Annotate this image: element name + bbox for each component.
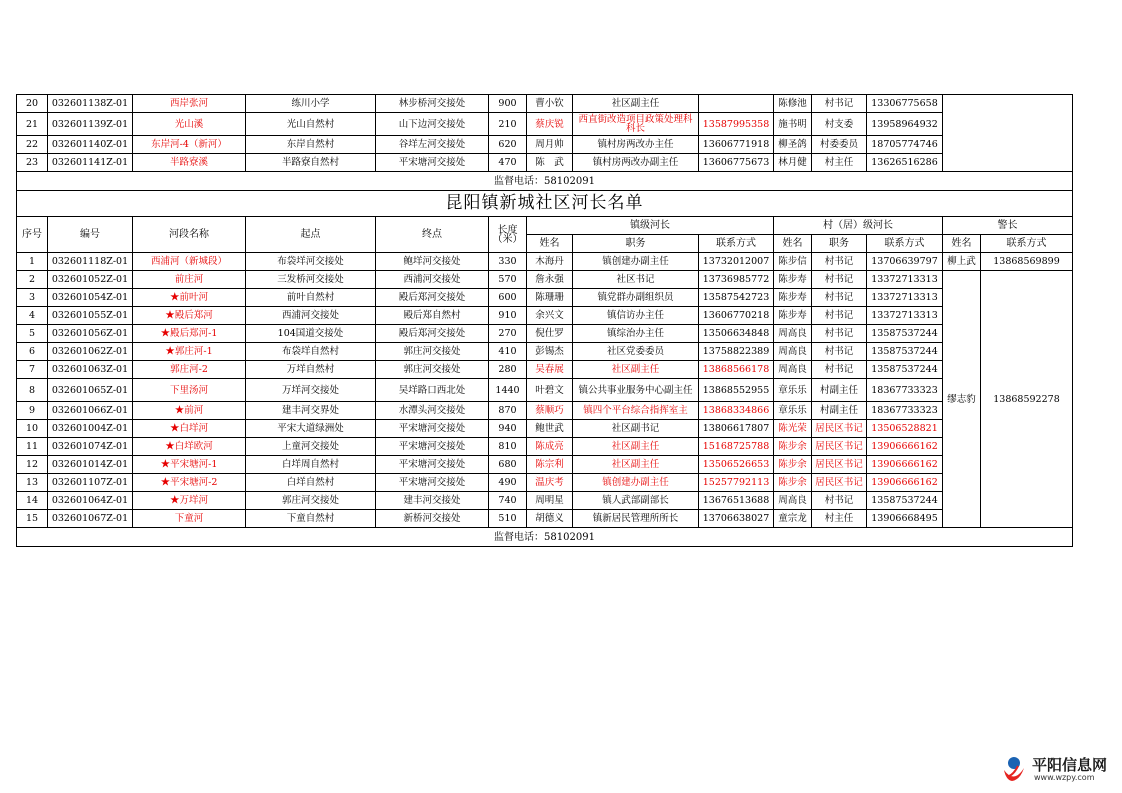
- table-row: [17, 438, 1073, 456]
- row-start: 平宋大道绿洲处: [246, 420, 376, 438]
- row-village-name: 陈步余: [774, 438, 812, 456]
- logo-url: www.wzpy.com: [1034, 773, 1095, 782]
- row-town-name: 蔡庆锐: [527, 113, 573, 136]
- row-river-name: ★平宋塘河-2: [133, 474, 246, 492]
- row-code: 032601056Z-01: [48, 325, 133, 343]
- row-code: 032601065Z-01: [48, 379, 133, 402]
- row-village-phone: 13706639797: [867, 253, 943, 271]
- row-town-name: 鲍世武: [527, 420, 573, 438]
- row-end: 西浦河交接处: [376, 271, 489, 289]
- table-row: [17, 492, 1073, 510]
- row-village-phone: 13906668495: [867, 510, 943, 528]
- row-end: 郭庄河交接处: [376, 343, 489, 361]
- row-start: 练川小学: [246, 95, 376, 113]
- header-police-phone: 联系方式: [981, 235, 1073, 253]
- row-town-job: 镇信访办主任: [573, 307, 699, 325]
- row-river-name: ★郭庄河-1: [133, 343, 246, 361]
- section-header: [17, 172, 1073, 253]
- row-length: 1440: [489, 379, 527, 402]
- row-river-name: 东岸河-4（新河）: [133, 136, 246, 154]
- row-start: 建丰河交界处: [246, 402, 376, 420]
- row-town-name: 陈宗利: [527, 456, 573, 474]
- row-village-name: 章乐乐: [774, 402, 812, 420]
- row-village-job: 村主任: [812, 154, 867, 172]
- row-village-job: 居民区书记: [812, 420, 867, 438]
- row-river-name: ★平宋塘河-1: [133, 456, 246, 474]
- row-town-name: 蔡顺巧: [527, 402, 573, 420]
- header-village-phone: 联系方式: [867, 235, 943, 253]
- row-town-phone: 13606770218: [699, 307, 774, 325]
- row-village-job: 居民区书记: [812, 456, 867, 474]
- header-town-name: 姓名: [527, 235, 573, 253]
- row-code: 032601118Z-01: [48, 253, 133, 271]
- row-code: 032601055Z-01: [48, 307, 133, 325]
- row-end: 吴垟路口西北处: [376, 379, 489, 402]
- row-code: 032601141Z-01: [48, 154, 133, 172]
- row-town-job: 镇公共事业服务中心副主任: [573, 379, 699, 402]
- row-town-name: 倪仕罗: [527, 325, 573, 343]
- row-town-phone: 13676513688: [699, 492, 774, 510]
- row-end: 平宋塘河交接处: [376, 420, 489, 438]
- row-no: 12: [17, 456, 48, 474]
- row-town-name: 周月帅: [527, 136, 573, 154]
- row-length: 470: [489, 154, 527, 172]
- row-no: 13: [17, 474, 48, 492]
- row-end: 平宋塘河交接处: [376, 154, 489, 172]
- row-village-job: 村书记: [812, 343, 867, 361]
- row-start: 前叶自然村: [246, 289, 376, 307]
- police-phone: 13868569899: [981, 253, 1073, 271]
- row-village-phone: 13587537244: [867, 325, 943, 343]
- row-code: 032601139Z-01: [48, 113, 133, 136]
- row-length: 600: [489, 289, 527, 307]
- row-no: 3: [17, 289, 48, 307]
- row-start: 下童自然村: [246, 510, 376, 528]
- header-town-job: 职务: [573, 235, 699, 253]
- row-start: 上童河交接处: [246, 438, 376, 456]
- header-police-name: 姓名: [943, 235, 981, 253]
- row-end: 平宋塘河交接处: [376, 438, 489, 456]
- row-river-name: ★白垟欧河: [133, 438, 246, 456]
- row-town-phone: 13868334866: [699, 402, 774, 420]
- row-town-job: 社区副书记: [573, 420, 699, 438]
- header-village-job: 职务: [812, 235, 867, 253]
- table-row: [17, 307, 1073, 325]
- row-village-name: 陈修池: [774, 95, 812, 113]
- row-village-name: 林月健: [774, 154, 812, 172]
- row-town-phone: 13706638027: [699, 510, 774, 528]
- river-chief-sheet: [16, 94, 1072, 547]
- row-town-name: 陈珊珊: [527, 289, 573, 307]
- row-code: 032601066Z-01: [48, 402, 133, 420]
- row-town-name: 木海丹: [527, 253, 573, 271]
- row-length: 910: [489, 307, 527, 325]
- row-river-name: ★殿后郑河-1: [133, 325, 246, 343]
- row-length: 410: [489, 343, 527, 361]
- row-town-job: 镇新居民管理所所长: [573, 510, 699, 528]
- table-row: [17, 343, 1073, 361]
- header-town-phone: 联系方式: [699, 235, 774, 253]
- row-start: 郭庄河交接处: [246, 492, 376, 510]
- row-village-name: 柳圣鸽: [774, 136, 812, 154]
- row-code: 032601064Z-01: [48, 492, 133, 510]
- row-village-phone: 18367733323: [867, 379, 943, 402]
- row-town-name: 周明星: [527, 492, 573, 510]
- header-code: 编号: [48, 217, 133, 253]
- row-no: 1: [17, 253, 48, 271]
- header-police-chief: 警长: [943, 217, 1073, 235]
- row-town-phone: [699, 95, 774, 113]
- row-town-job: 社区书记: [573, 271, 699, 289]
- supervision-phone-2: 监督电话：58102091: [17, 528, 1073, 547]
- logo-mark-icon: [1000, 754, 1028, 784]
- row-town-job: 镇创建办副主任: [573, 474, 699, 492]
- row-river-name: ★白垟河: [133, 420, 246, 438]
- row-town-phone: 13736985772: [699, 271, 774, 289]
- row-town-name: 陈成亮: [527, 438, 573, 456]
- row-village-name: 章乐乐: [774, 379, 812, 402]
- row-town-job: 镇四个平台综合指挥室主: [573, 402, 699, 420]
- row-village-job: 村书记: [812, 492, 867, 510]
- row-village-name: 童宗龙: [774, 510, 812, 528]
- police-name: 柳上武: [943, 253, 981, 271]
- row-village-name: 周高良: [774, 492, 812, 510]
- row-no: 22: [17, 136, 48, 154]
- row-town-job: 社区党委委员: [573, 343, 699, 361]
- row-town-phone: 15257792113: [699, 474, 774, 492]
- row-town-name: 曹小钦: [527, 95, 573, 113]
- row-town-job: 镇党群办副组织员: [573, 289, 699, 307]
- row-town-phone: 13806617807: [699, 420, 774, 438]
- row-no: 5: [17, 325, 48, 343]
- row-river-name: 前庄河: [133, 271, 246, 289]
- row-village-name: 陈光荣: [774, 420, 812, 438]
- row-code: 032601067Z-01: [48, 510, 133, 528]
- row-town-name: 温庆考: [527, 474, 573, 492]
- row-town-name: 叶碧文: [527, 379, 573, 402]
- row-river-name: 西岸张河: [133, 95, 246, 113]
- header-length: 长度（米）: [489, 217, 527, 253]
- row-river-name: ★万垟河: [133, 492, 246, 510]
- row-police-blank: [943, 95, 1073, 172]
- table-row: [17, 379, 1073, 402]
- row-code: 032601052Z-01: [48, 271, 133, 289]
- row-village-name: 陈步信: [774, 253, 812, 271]
- table-row: [17, 402, 1073, 420]
- row-start: 光山自然村: [246, 113, 376, 136]
- row-river-name: ★前河: [133, 402, 246, 420]
- supervision-phone: 监督电话：58102091: [17, 172, 1073, 191]
- row-end: 殿后郑河交接处: [376, 289, 489, 307]
- row-town-phone: 13868552955: [699, 379, 774, 402]
- table-row: [17, 474, 1073, 492]
- row-village-name: 周高良: [774, 325, 812, 343]
- row-town-phone: 13587542723: [699, 289, 774, 307]
- header-village-name: 姓名: [774, 235, 812, 253]
- row-village-job: 村支委: [812, 113, 867, 136]
- row-no: 2: [17, 271, 48, 289]
- row-river-name: ★殿后郑河: [133, 307, 246, 325]
- row-no: 8: [17, 379, 48, 402]
- site-logo[interactable]: [1000, 754, 1120, 786]
- row-town-job: 社区副主任: [573, 361, 699, 379]
- row-end: 郭庄河交接处: [376, 361, 489, 379]
- row-town-phone: 13758822389: [699, 343, 774, 361]
- row-length: 810: [489, 438, 527, 456]
- row-code: 032601107Z-01: [48, 474, 133, 492]
- row-no: 10: [17, 420, 48, 438]
- row-village-phone: 13906666162: [867, 456, 943, 474]
- table-row: [17, 113, 1073, 136]
- row-village-job: 居民区书记: [812, 438, 867, 456]
- row-start: 三发桥河交接处: [246, 271, 376, 289]
- row-village-job: 村书记: [812, 307, 867, 325]
- row-river-name: 光山溪: [133, 113, 246, 136]
- row-town-name: 胡德义: [527, 510, 573, 528]
- row-town-phone: 13587995358: [699, 113, 774, 136]
- table-row: [17, 510, 1073, 528]
- row-village-phone: 13372713313: [867, 307, 943, 325]
- row-no: 14: [17, 492, 48, 510]
- section-title: 昆阳镇新城社区河长名单: [17, 191, 1073, 217]
- logo-text: 平阳信息网: [1032, 756, 1108, 774]
- table-row: [17, 253, 1073, 271]
- row-village-job: 村委委员: [812, 136, 867, 154]
- row-town-job: 社区副主任: [573, 438, 699, 456]
- row-village-job: 村书记: [812, 253, 867, 271]
- row-start: 万垟自然村: [246, 361, 376, 379]
- row-village-job: 村书记: [812, 271, 867, 289]
- row-river-name: 西浦河（新城段）: [133, 253, 246, 271]
- table-row: [17, 154, 1073, 172]
- row-length: 940: [489, 420, 527, 438]
- row-no: 7: [17, 361, 48, 379]
- row-village-phone: 13506528821: [867, 420, 943, 438]
- police-phone: 13868592278: [981, 271, 1073, 528]
- row-town-name: 彭锡杰: [527, 343, 573, 361]
- row-code: 032601074Z-01: [48, 438, 133, 456]
- row-town-phone: 13506526653: [699, 456, 774, 474]
- table-row: [17, 361, 1073, 379]
- row-village-job: 村书记: [812, 95, 867, 113]
- row-length: 570: [489, 271, 527, 289]
- row-village-phone: 13906666162: [867, 438, 943, 456]
- row-start: 西浦河交接处: [246, 307, 376, 325]
- header-start: 起点: [246, 217, 376, 253]
- row-village-name: 施书明: [774, 113, 812, 136]
- row-start: 白垟周自然村: [246, 456, 376, 474]
- row-town-phone: 13606775673: [699, 154, 774, 172]
- row-village-phone: 13906666162: [867, 474, 943, 492]
- row-town-phone: 13606771918: [699, 136, 774, 154]
- row-town-job: 镇村房两改办主任: [573, 136, 699, 154]
- row-village-phone: 13587537244: [867, 492, 943, 510]
- row-village-name: 陈步寿: [774, 289, 812, 307]
- row-end: 殿后郑自然村: [376, 307, 489, 325]
- row-start: 布袋垟自然村: [246, 343, 376, 361]
- row-code: 032601140Z-01: [48, 136, 133, 154]
- row-start: 东岸自然村: [246, 136, 376, 154]
- row-river-name: ★前叶河: [133, 289, 246, 307]
- row-village-job: 村副主任: [812, 402, 867, 420]
- row-end: 平宋塘河交接处: [376, 474, 489, 492]
- row-town-name: 吴春展: [527, 361, 573, 379]
- row-village-job: 村书记: [812, 325, 867, 343]
- header-end: 终点: [376, 217, 489, 253]
- row-no: 6: [17, 343, 48, 361]
- row-town-job: 社区副主任: [573, 456, 699, 474]
- header-river: 河段名称: [133, 217, 246, 253]
- row-town-job: 西直街改造项目政策处理科科长: [573, 113, 699, 136]
- row-length: 280: [489, 361, 527, 379]
- row-length: 870: [489, 402, 527, 420]
- header-village-chief: 村（居）级河长: [774, 217, 943, 235]
- row-start: 布袋垟河交接处: [246, 253, 376, 271]
- row-river-name: 下里汤河: [133, 379, 246, 402]
- row-town-phone: 13868566178: [699, 361, 774, 379]
- row-village-name: 陈步寿: [774, 307, 812, 325]
- row-village-phone: 13587537244: [867, 361, 943, 379]
- table-row: [17, 136, 1073, 154]
- row-town-phone: 13506634848: [699, 325, 774, 343]
- table-row: [17, 420, 1073, 438]
- table-row: [17, 325, 1073, 343]
- table-row: [17, 456, 1073, 474]
- row-code: 032601014Z-01: [48, 456, 133, 474]
- row-end: 新桥河交接处: [376, 510, 489, 528]
- row-river-name: 下童河: [133, 510, 246, 528]
- row-village-phone: 13958964932: [867, 113, 943, 136]
- row-end: 水潭头河交接处: [376, 402, 489, 420]
- previous-section-rows: [17, 95, 1073, 172]
- row-town-job: 镇创建办副主任: [573, 253, 699, 271]
- table-row: [17, 95, 1073, 113]
- row-village-job: 居民区书记: [812, 474, 867, 492]
- river-chief-table: [16, 94, 1073, 547]
- row-length: 330: [489, 253, 527, 271]
- row-length: 900: [489, 95, 527, 113]
- header-town-chief: 镇级河长: [527, 217, 774, 235]
- row-length: 510: [489, 510, 527, 528]
- row-village-phone: 13372713313: [867, 289, 943, 307]
- row-code: 032601054Z-01: [48, 289, 133, 307]
- row-town-job: 镇人武部副部长: [573, 492, 699, 510]
- row-code: 032601063Z-01: [48, 361, 133, 379]
- row-no: 21: [17, 113, 48, 136]
- row-end: 山下边河交接处: [376, 113, 489, 136]
- row-village-job: 村书记: [812, 289, 867, 307]
- row-river-name: 郭庄河-2: [133, 361, 246, 379]
- row-length: 490: [489, 474, 527, 492]
- row-no: 4: [17, 307, 48, 325]
- row-village-phone: 13372713313: [867, 271, 943, 289]
- row-code: 032601138Z-01: [48, 95, 133, 113]
- row-river-name: 半路寮溪: [133, 154, 246, 172]
- row-town-phone: 15168725788: [699, 438, 774, 456]
- row-town-job: 社区副主任: [573, 95, 699, 113]
- row-end: 谷垟左河交接处: [376, 136, 489, 154]
- row-village-name: 陈步寿: [774, 271, 812, 289]
- row-end: 建丰河交接处: [376, 492, 489, 510]
- row-start: 万垟河交接处: [246, 379, 376, 402]
- row-no: 20: [17, 95, 48, 113]
- row-end: 林步桥河交接处: [376, 95, 489, 113]
- row-town-name: 陈 武: [527, 154, 573, 172]
- row-village-job: 村副主任: [812, 379, 867, 402]
- row-town-job: 镇村房两改办副主任: [573, 154, 699, 172]
- police-name: 缪志豹: [943, 271, 981, 528]
- row-end: 平宋塘河交接处: [376, 456, 489, 474]
- row-village-job: 村书记: [812, 361, 867, 379]
- row-village-job: 村主任: [812, 510, 867, 528]
- row-village-name: 陈步余: [774, 456, 812, 474]
- row-code: 032601062Z-01: [48, 343, 133, 361]
- row-village-phone: 13626516286: [867, 154, 943, 172]
- row-length: 210: [489, 113, 527, 136]
- row-end: 殿后郑河交接处: [376, 325, 489, 343]
- row-no: 11: [17, 438, 48, 456]
- row-start: 半路寮自然村: [246, 154, 376, 172]
- row-village-name: 陈步余: [774, 474, 812, 492]
- row-length: 740: [489, 492, 527, 510]
- section-rows: [17, 253, 1073, 528]
- row-length: 620: [489, 136, 527, 154]
- row-village-name: 周高良: [774, 361, 812, 379]
- row-code: 032601004Z-01: [48, 420, 133, 438]
- row-no: 23: [17, 154, 48, 172]
- header-no: 序号: [17, 217, 48, 253]
- table-row: [17, 289, 1073, 307]
- row-start: 白垟自然村: [246, 474, 376, 492]
- row-village-phone: 13587537244: [867, 343, 943, 361]
- row-length: 270: [489, 325, 527, 343]
- row-start: 104国道交接处: [246, 325, 376, 343]
- row-village-name: 周高良: [774, 343, 812, 361]
- row-town-name: 余兴文: [527, 307, 573, 325]
- row-length: 680: [489, 456, 527, 474]
- row-town-name: 詹永强: [527, 271, 573, 289]
- row-end: 鲍垟河交接处: [376, 253, 489, 271]
- row-no: 15: [17, 510, 48, 528]
- row-town-phone: 13732012007: [699, 253, 774, 271]
- row-town-job: 镇综治办主任: [573, 325, 699, 343]
- row-no: 9: [17, 402, 48, 420]
- table-row: [17, 271, 1073, 289]
- row-village-phone: 18367733323: [867, 402, 943, 420]
- row-village-phone: 18705774746: [867, 136, 943, 154]
- row-village-phone: 13306775658: [867, 95, 943, 113]
